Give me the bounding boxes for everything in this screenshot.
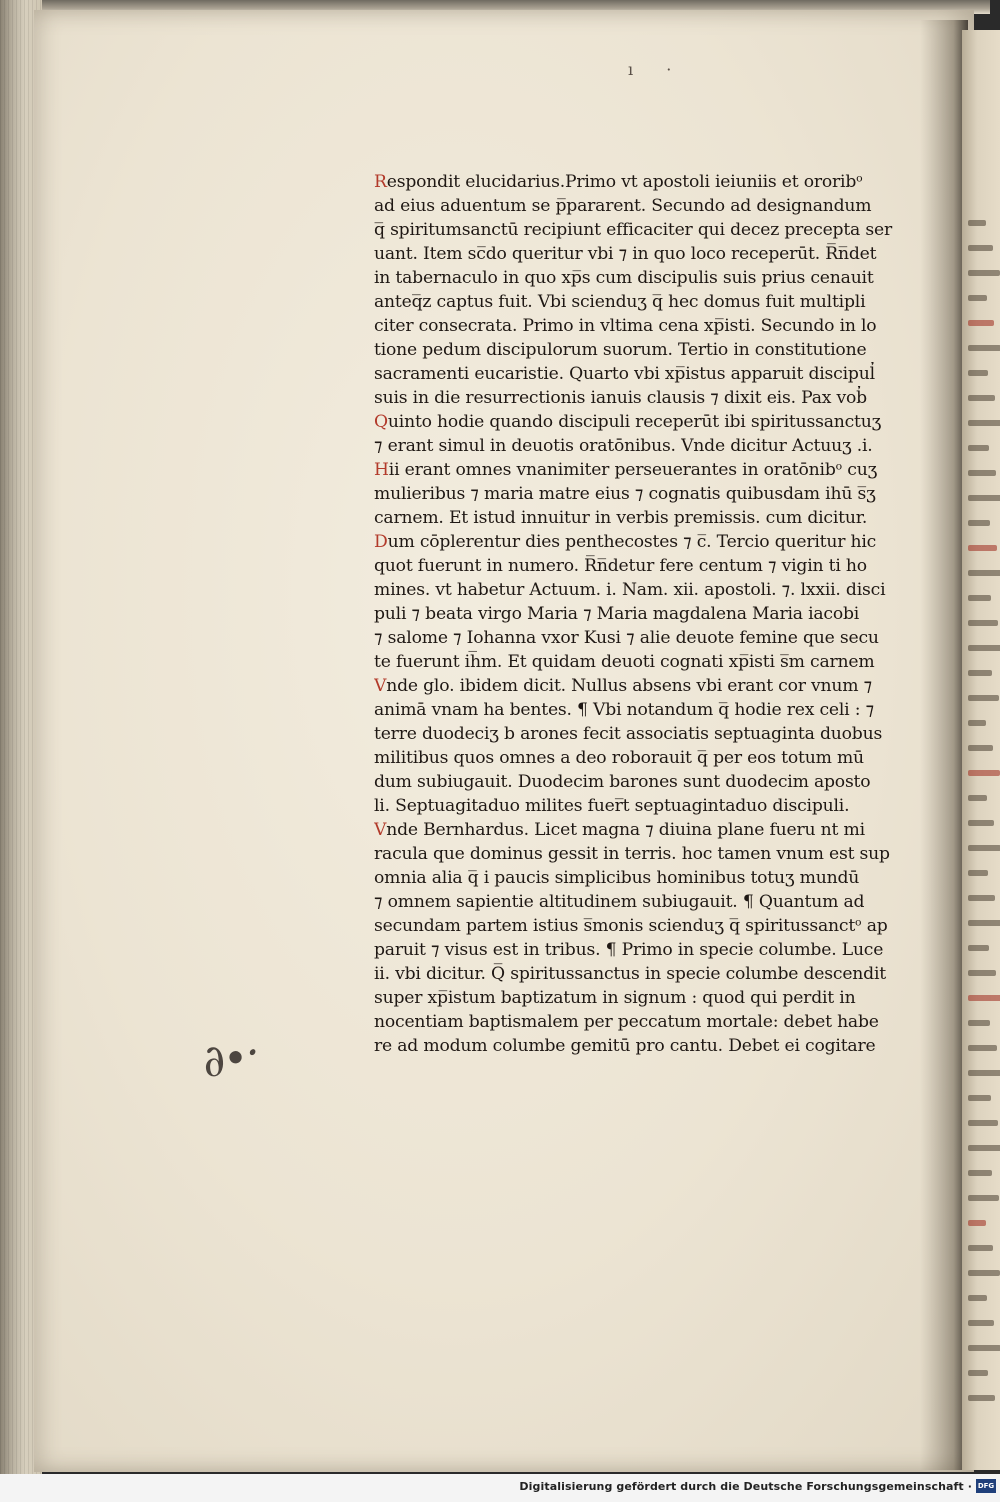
facing-line-fragment [968, 1020, 990, 1026]
text-line: dum subiugauit. Duodecim barones sunt duodecim aposto [374, 772, 871, 792]
facing-line-fragment [968, 1245, 993, 1251]
text-line: Vnde Bernhardus. Licet magna ⁊ diuina plane fueru nt mi [374, 820, 865, 840]
text-line: sacramenti eucaristie. Quarto vbi xp̅istus apparuit discipul̓ [374, 364, 875, 384]
facing-line-fragment [968, 345, 1000, 351]
facing-line-fragment [968, 1270, 1000, 1276]
rubric-initial: R [374, 172, 387, 192]
ink-mark: ı · [628, 60, 686, 79]
facing-page-text [968, 220, 1000, 1420]
facing-line-fragment [968, 395, 995, 401]
facing-line-fragment [968, 970, 996, 976]
facing-line-fragment [968, 945, 989, 951]
text-line: q̅ spiritumsanctū recipiunt efficaciter qui decez precepta ser [374, 220, 892, 240]
facing-line-fragment [968, 1295, 987, 1301]
text-line: te fuerunt ih̅m. Et quidam deuoti cognati xp̅isti s̅m carnem [374, 652, 875, 672]
facing-line-fragment [968, 870, 988, 876]
rubric-initial: H [374, 460, 389, 480]
text-column [374, 170, 968, 1058]
text-line: puli ⁊ beata virgo Maria ⁊ Maria magdalena Maria iacobi [374, 604, 860, 624]
text-line: animā vnam ha bentes. ¶ Vbi notandum q̅ hodie rex celi : ⁊ [374, 700, 874, 720]
text-line: uant. Item sc̅do queritur vbi ⁊ in quo loco receperūt. R̅n̅det [374, 244, 877, 264]
facing-line-fragment [968, 495, 1000, 501]
rubric-initial: D [374, 532, 388, 552]
gutter-shadow [920, 20, 968, 1470]
facing-line-fragment [968, 295, 987, 301]
handwritten-mark: ∂∙· [197, 1026, 265, 1089]
facing-line-fragment [968, 370, 988, 376]
facing-line-fragment [968, 670, 992, 676]
facing-line-fragment [968, 620, 998, 626]
facing-line-fragment [968, 770, 1000, 776]
text-line: racula que dominus gessit in terris. hoc tamen vnum est sup [374, 844, 890, 864]
text-line: militibus quos omnes a deo roborauit q̅ per eos totum mū [374, 748, 864, 768]
facing-line-fragment [968, 245, 993, 251]
facing-line-fragment [968, 695, 999, 701]
text-line: mines. vt habetur Actuum. i. Nam. xii. apostoli. ⁊. lxxii. disci [374, 580, 886, 600]
text-line: super xp̅istum baptizatum in signum : quod qui perdit in [374, 988, 856, 1008]
facing-line-fragment [968, 845, 1000, 851]
facing-line-fragment [968, 895, 995, 901]
facing-line-fragment [968, 820, 994, 826]
text-line: omnia alia q̅ i paucis simplicibus hominibus totuʒ mundū [374, 868, 860, 888]
book-page [34, 10, 974, 1472]
facing-line-fragment [968, 320, 994, 326]
text-line: suis in die resurrectionis ianuis clausis ⁊ dixit eis. Pax vob̓ [374, 388, 867, 408]
text-line: carnem. Et istud innuitur in verbis premissis. cum dicitur. [374, 508, 868, 528]
facing-line-fragment [968, 795, 987, 801]
facing-line-fragment [968, 1170, 992, 1176]
facing-line-fragment [968, 1095, 991, 1101]
dfg-logo: DFG [976, 1479, 996, 1493]
text-line: anteq̅z captus fuit. Vbi scienduʒ q̅ hec domus fuit multipli [374, 292, 866, 312]
text-line: Hii erant omnes vnanimiter perseuerantes in oratōnibᵒ cuʒ [374, 460, 878, 480]
text-line: re ad modum columbe gemitū pro cantu. Debet ei cogitare [374, 1036, 876, 1056]
text-line: li. Septuagitaduo milites fuer̅t septuagintaduo discipuli. [374, 796, 850, 816]
facing-line-fragment [968, 720, 986, 726]
text-line: mulieribus ⁊ maria matre eius ⁊ cognatis quibusdam ihū s̅ʒ [374, 484, 876, 504]
text-line: ⁊ erant simul in deuotis oratōnibus. Vnde dicitur Actuuʒ .i. [374, 436, 873, 456]
facing-line-fragment [968, 745, 993, 751]
text-line: nocentiam baptismalem per peccatum mortale: debet habe [374, 1012, 879, 1032]
facing-line-fragment [968, 545, 997, 551]
facing-line-fragment [968, 1120, 998, 1126]
facing-line-fragment [968, 1070, 1000, 1076]
facing-line-fragment [968, 645, 1000, 651]
text-line: citer consecrata. Primo in vltima cena xp̅isti. Secundo in lo [374, 316, 877, 336]
facing-line-fragment [968, 270, 1000, 276]
facing-line-fragment [968, 1370, 988, 1376]
text-line: terre duodeciʒ b arones fecit associatis septuaginta duobus [374, 724, 883, 744]
facing-line-fragment [968, 520, 990, 526]
footer-bar [0, 1474, 1000, 1502]
text-line: ⁊ omnem sapientie altitudinem subiugauit. ¶ Quantum ad [374, 892, 865, 912]
facing-line-fragment [968, 1045, 997, 1051]
text-line: Quinto hodie quando discipuli receperūt ibi spiritussanctuʒ [374, 412, 882, 432]
text-line: quot fuerunt in numero. R̅n̅detur fere centum ⁊ vigin ti ho [374, 556, 867, 576]
text-line: paruit ⁊ visus est in tribus. ¶ Primo in specie columbe. Luce [374, 940, 884, 960]
facing-line-fragment [968, 570, 1000, 576]
facing-line-fragment [968, 595, 991, 601]
facing-line-fragment [968, 1320, 994, 1326]
rubric-initial: Q [374, 412, 388, 432]
rubric-initial: V [374, 676, 387, 696]
text-line: Dum cōplerentur dies penthecostes ⁊ c̅. Tercio queritur hic [374, 532, 877, 552]
facing-line-fragment [968, 1145, 1000, 1151]
facing-line-fragment [968, 445, 989, 451]
facing-line-fragment [968, 220, 986, 226]
facing-line-fragment [968, 1220, 986, 1226]
facing-line-fragment [968, 995, 1000, 1001]
facing-line-fragment [968, 1195, 999, 1201]
text-line: Vnde glo. ibidem dicit. Nullus absens vbi erant cor vnum ⁊ [374, 676, 872, 696]
facing-line-fragment [968, 920, 1000, 926]
funding-credit: Digitalisierung gefördert durch die Deutsche Forschungsgemeinschaft · [519, 1480, 972, 1493]
facing-line-fragment [968, 470, 996, 476]
facing-line-fragment [968, 1345, 1000, 1351]
text-line: ⁊ salome ⁊ Iohanna vxor Kusi ⁊ alie deuote femine que secu [374, 628, 879, 648]
text-line: ii. vbi dicitur. Q̅ spiritussanctus in specie columbe descendit [374, 964, 886, 984]
text-line: tione pedum discipulorum suorum. Tertio in constitutione [374, 340, 867, 360]
rubric-initial: V [374, 820, 387, 840]
text-line: Respondit elucidarius.Primo vt apostoli ieiuniis et ororibᵒ [374, 172, 863, 192]
facing-line-fragment [968, 1395, 995, 1401]
facing-line-fragment [968, 420, 1000, 426]
text-line: ad eius aduentum se p̅pararent. Secundo ad designandum [374, 196, 872, 216]
facing-page [962, 30, 1000, 1470]
text-line: secundam partem istius s̅monis scienduʒ q̅ spiritussanctᵒ ap [374, 916, 888, 936]
text-line: in tabernaculo in quo xp̅s cum discipulis suis prius cenauit [374, 268, 874, 288]
